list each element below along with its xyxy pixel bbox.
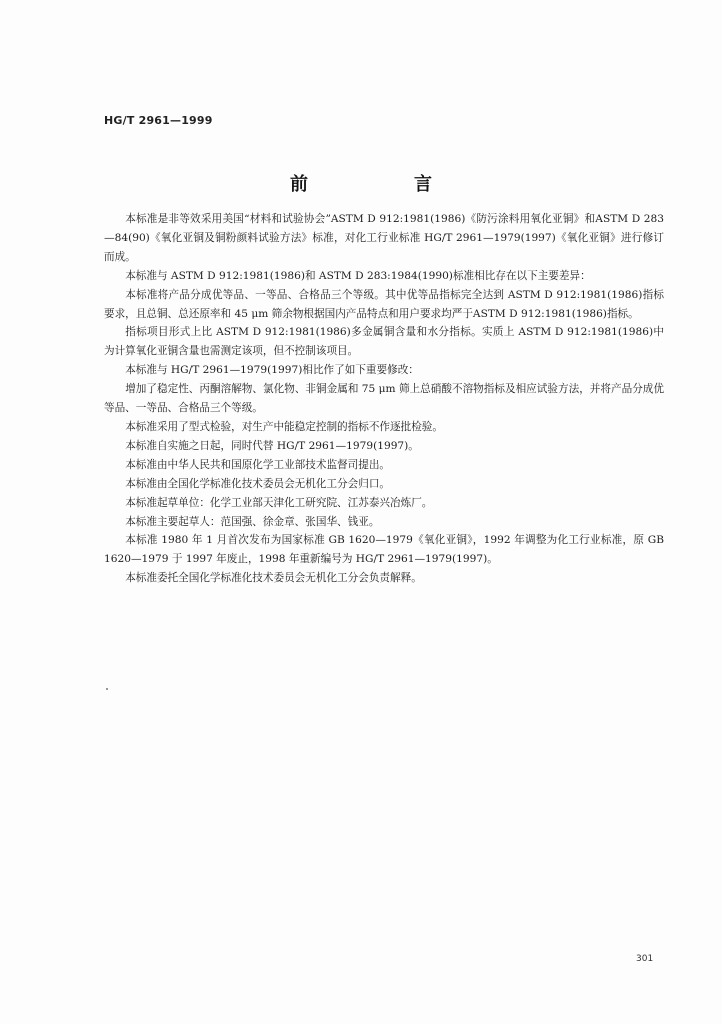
paragraph: 本标准采用了型式检验，对生产中能稳定控制的指标不作逐批检验。 xyxy=(125,420,443,433)
paragraph: 指标项目形式上比 ASTM D 912:1981(1986)多金属铜含量和水分指标。实质上 ASTM D 912:1981(1986)中为计算氧化亚铜含量也需测定该项，但不控制该项目。 xyxy=(104,326,664,358)
paragraph: 本标准由中华人民共和国原化学工业部技术监督司提出。 xyxy=(125,458,391,471)
standard-code: HG/T 2961—1999 xyxy=(104,114,213,127)
paragraph: 本标准与 HG/T 2961—1979(1997)相比作了如下重要修改： xyxy=(125,364,419,377)
paragraph: 本标准由全国化学标准化技术委员会无机化工分会归口。 xyxy=(125,477,391,490)
scan-speck xyxy=(106,688,108,690)
paragraph: 本标准将产品分成优等品、一等品、合格品三个等级。其中优等品指标完全达到 ASTM D 912:1981(1986)指标要求，且总铜、总还原率和 45 μm 筛余物根据国内产品特点和用户要求均严于ASTM D 912:1981(1986)指标。 xyxy=(104,288,664,320)
paragraph: 本标准是非等效采用美国“材料和试验协会”ASTM D 912:1981(1986)《防污涂料用氧化亚铜》和ASTM D 283—84(90)《氧化亚铜及铜粉颜料试验方法》标准，对化工行业标准 HG/T 2961—1979(1997)《氧化亚铜》进行修订而成。 xyxy=(104,213,664,263)
paragraph: 本标准 1980 年 1 月首次发布为国家标准 GB 1620—1979《氧化亚铜》，1992 年调整为化工行业标准，原 GB 1620—1979 于 1997 年废止，1998 年重新编号为 HG/T 2961—1979(1997)。 xyxy=(104,534,664,566)
paragraph: 本标准委托全国化学标准化技术委员会无机化工分会负责解释。 xyxy=(125,572,422,585)
body-text xyxy=(104,210,664,588)
paragraph: 本标准起草单位：化学工业部天津化工研究院、江苏泰兴冶炼厂。 xyxy=(125,496,433,509)
paragraph: 本标准主要起草人：范国强、徐金章、张国华、钱亚。 xyxy=(125,515,380,528)
page-title: 前 言 xyxy=(290,174,476,195)
page-number: 301 xyxy=(636,954,654,964)
paragraph: 本标准自实施之日起，同时代替 HG/T 2961—1979(1997)。 xyxy=(125,439,419,452)
paragraph: 本标准与 ASTM D 912:1981(1986)和 ASTM D 283:1984(1990)标准相比存在以下主要差异： xyxy=(125,269,591,282)
paragraph: 增加了稳定性、丙酮溶解物、氯化物、非铜金属和 75 μm 筛上总硝酸不溶物指标及相应试验方法，并将产品分成优等品、一等品、合格品三个等级。 xyxy=(104,383,664,415)
